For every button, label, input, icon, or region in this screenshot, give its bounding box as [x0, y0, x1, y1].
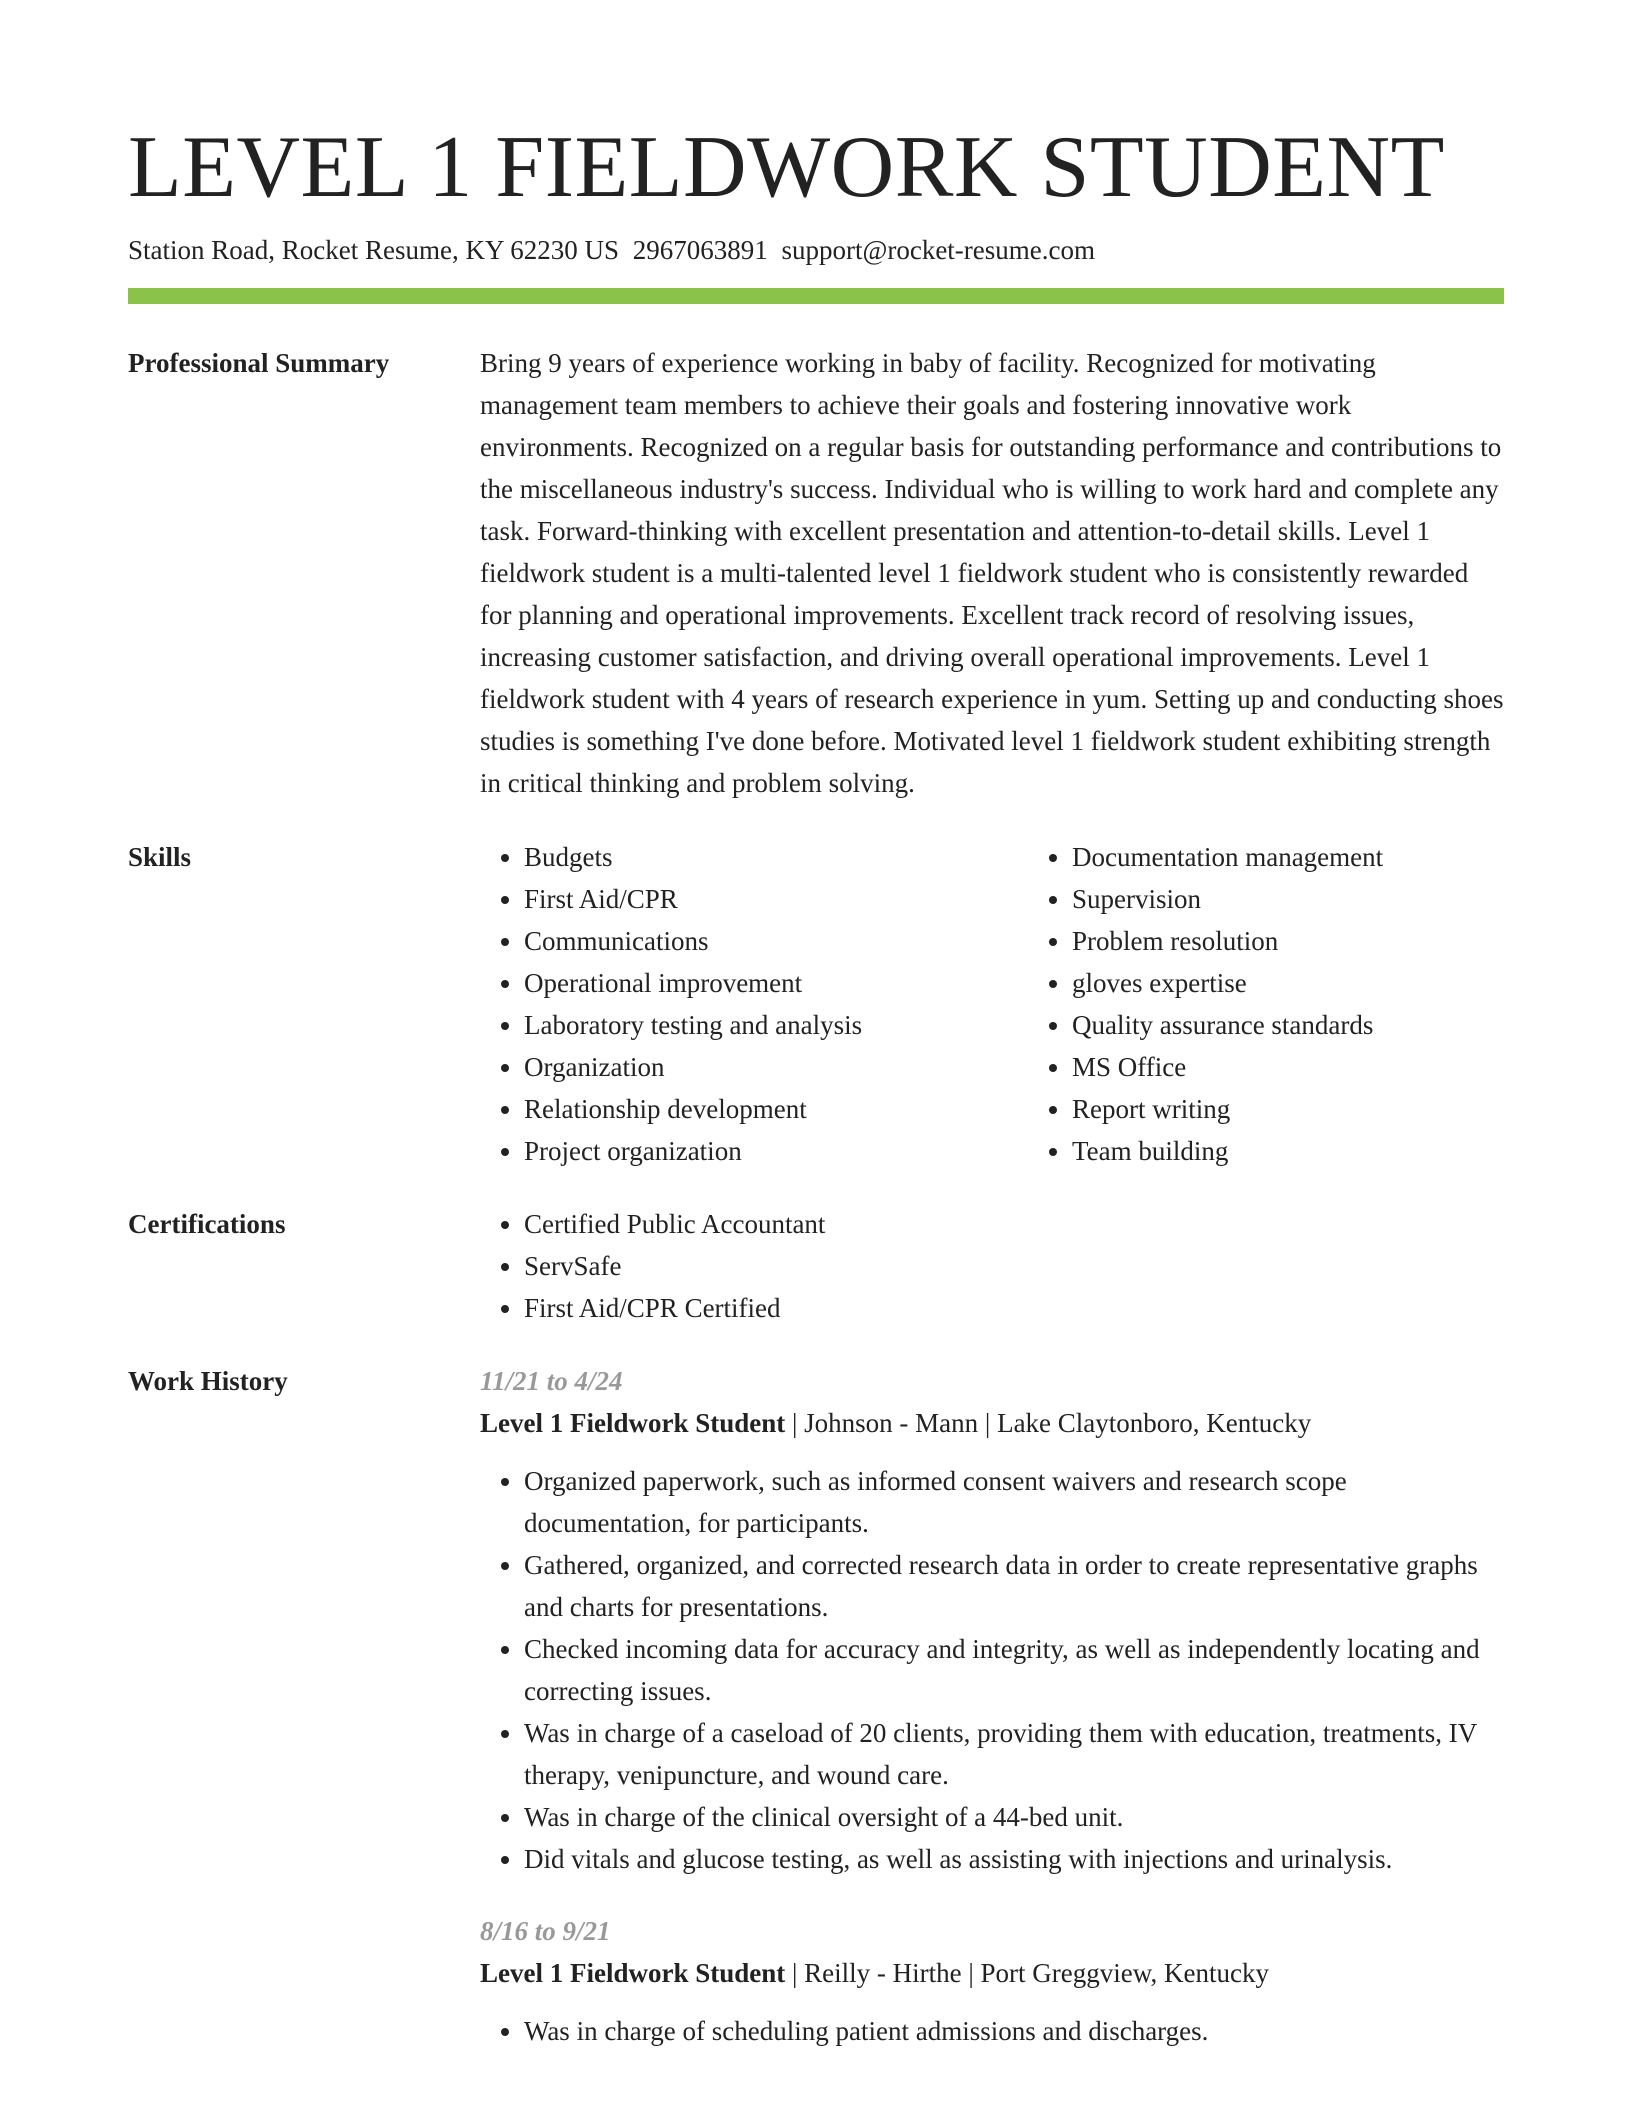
section-title-work-history: Work History [128, 1366, 288, 1396]
job-bullet: • Gathered, organized, and corrected research data in order to create representative graphs and charts for presentations. [524, 1544, 1504, 1628]
skill-item: • First Aid/CPR [524, 878, 1028, 920]
candidate-name: LEVEL 1 FIELDWORK STUDENT [128, 119, 1445, 216]
skill-item: • Documentation management [1072, 836, 1576, 878]
skill-item: • Project organization [524, 1130, 1028, 1172]
section-title-summary: Professional Summary [128, 348, 390, 378]
certification-item: • First Aid/CPR Certified [524, 1287, 1504, 1329]
address-text: Station Road, Rocket Resume, KY 62230 US [128, 235, 619, 265]
job-dates: 11/21 to 4/24 [480, 1366, 623, 1396]
job-heading [480, 1402, 1504, 1444]
skill-item: • Relationship development [524, 1088, 1028, 1130]
certification-item: • Certified Public Accountant [524, 1203, 1504, 1245]
skill-item: • Problem resolution [1072, 920, 1576, 962]
section-title-skills: Skills [128, 842, 192, 872]
skill-item: • Budgets [524, 836, 1028, 878]
job-employer-location: | Johnson - Mann | Lake Claytonboro, Kentucky [785, 1408, 1312, 1438]
job-title: Level 1 Fieldwork Student [480, 1958, 786, 1988]
certifications-list [480, 1203, 1504, 1329]
header-divider [128, 288, 1504, 304]
email-text: support@rocket-resume.com [781, 235, 1096, 265]
skill-item: • Operational improvement [524, 962, 1028, 1004]
certifications-section [128, 1203, 1504, 1329]
section-title-certifications: Certifications [128, 1209, 286, 1239]
resume-page [128, 118, 1504, 2052]
job-dates: 8/16 to 9/21 [480, 1916, 611, 1946]
skills-section [128, 836, 1504, 1172]
certification-item: • ServSafe [524, 1245, 1504, 1287]
job-bullet: • Organized paperwork, such as informed consent waivers and research scope documentation, for participants. [524, 1460, 1504, 1544]
job-bullet: • Was in charge of scheduling patient admissions and discharges. [524, 2010, 1504, 2052]
work-history-section [128, 1360, 1504, 2052]
skills-list-right [1028, 836, 1576, 1172]
skill-item: • Quality assurance standards [1072, 1004, 1576, 1046]
job-bullets [480, 1460, 1504, 1880]
skill-item: • Communications [524, 920, 1028, 962]
job-employer-location: | Reilly - Hirthe | Port Greggview, Kentucky [785, 1958, 1269, 1988]
skill-item: • Report writing [1072, 1088, 1576, 1130]
skill-item: • Laboratory testing and analysis [524, 1004, 1028, 1046]
skill-item: • gloves expertise [1072, 962, 1576, 1004]
job-heading [480, 1952, 1504, 1994]
contact-line [128, 232, 1504, 268]
jobs-list [480, 1360, 1504, 2052]
job-bullet: • Did vitals and glucose testing, as well as assisting with injections and urinalysis. [524, 1838, 1504, 1880]
skill-item: • Organization [524, 1046, 1028, 1088]
job-bullet: • Checked incoming data for accuracy and integrity, as well as independently locating and correcting issues. [524, 1628, 1504, 1712]
skills-list-left [480, 836, 1028, 1172]
summary-section [128, 342, 1504, 804]
skill-item: • MS Office [1072, 1046, 1576, 1088]
job-entry [480, 1360, 1504, 1880]
job-bullet: • Was in charge of a caseload of 20 clients, providing them with education, treatments, IV therapy, venipuncture, and wound care. [524, 1712, 1504, 1796]
job-entry [480, 1910, 1504, 2052]
skill-item: • Supervision [1072, 878, 1576, 920]
phone-text: 2967063891 [632, 235, 768, 265]
summary-text: Bring 9 years of experience working in baby of facility. Recognized for motivating management team members to achieve their goals and fostering innovative work environments. Recognized on a regular basis for outstanding performance and contributions to the miscellaneous industry's success. Individual who is willing to work hard and complete any task. Forward-thinking with excellent presentation and attention-to-detail skills. Level 1 fieldwork student is a multi-talented level 1 fieldwork student who is consistently rewarded for planning and operational improvements. Excellent track record of resolving issues, increasing customer satisfaction, and driving overall operational improvements. Level 1 fieldwork student with 4 years of research experience in yum. Setting up and conducting shoes studies is something I've done before. Motivated level 1 fieldwork student exhibiting strength in critical thinking and problem solving. [480, 348, 1504, 798]
job-bullets [480, 2010, 1504, 2052]
job-bullet: • Was in charge of the clinical oversight of a 44-bed unit. [524, 1796, 1504, 1838]
job-title: Level 1 Fieldwork Student [480, 1408, 786, 1438]
skill-item: • Team building [1072, 1130, 1576, 1172]
